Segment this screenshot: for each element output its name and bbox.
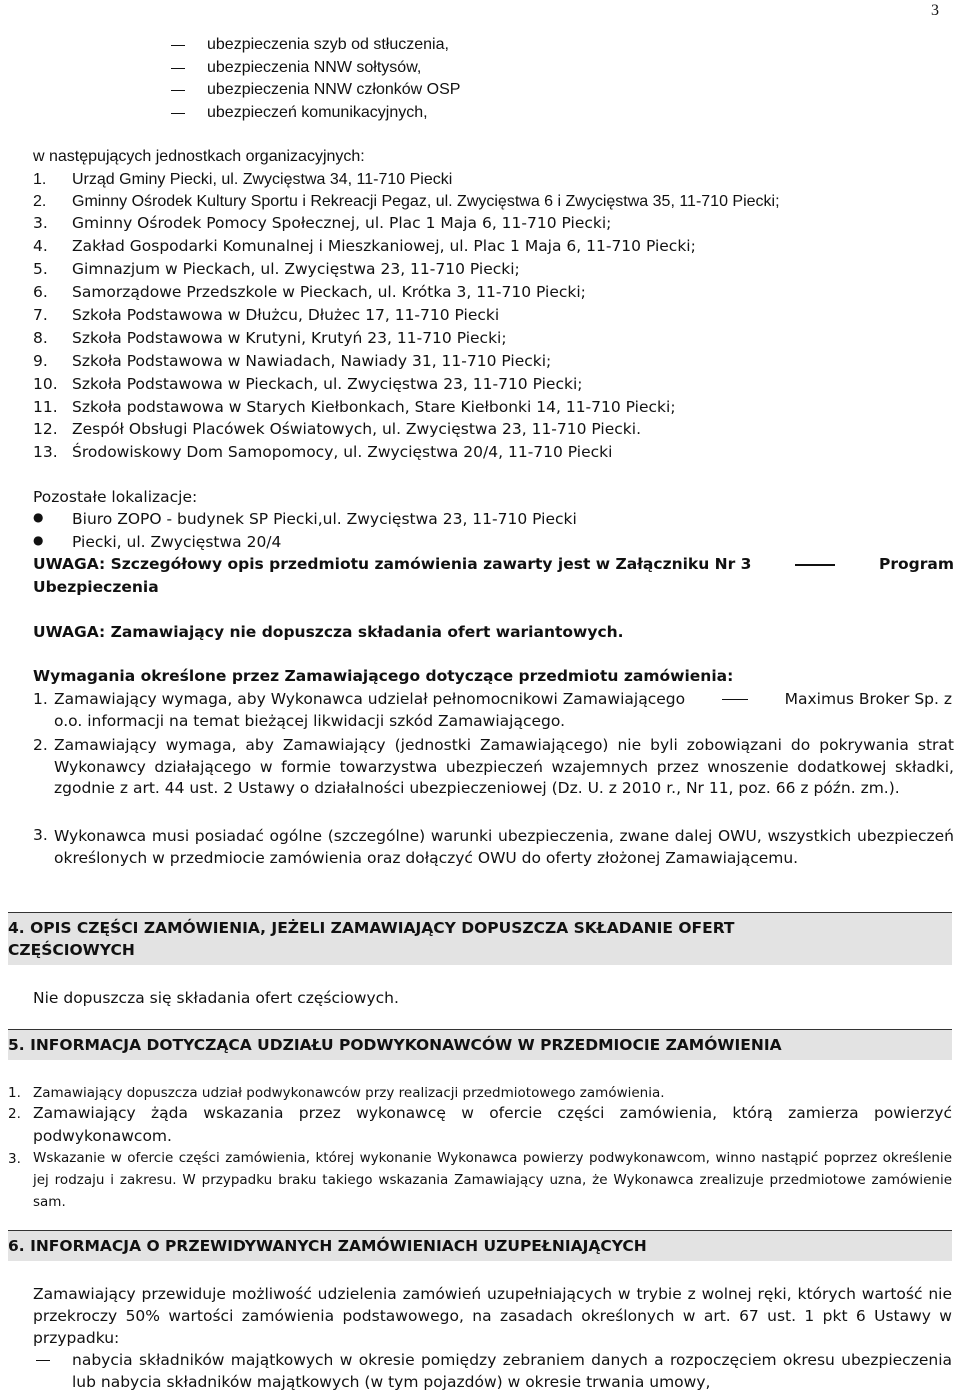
unit-number: 11.: [33, 398, 58, 416]
item-number: 2.: [33, 736, 48, 754]
unit-text: Gminny Ośrodek Kultury Sportu i Rekreacji Pegaz, ul. Zwycięstwa 6 i Zwycięstwa 35, 11-710 Piecki;: [72, 193, 780, 210]
unit-number: 12.: [33, 420, 58, 438]
requirement-text-part: Maximus Broker Sp. z: [784, 690, 952, 708]
unit-number: 2.: [33, 193, 47, 210]
item-text: Wskazanie w ofercie części zamówienia, której wykonanie Wykonawca powierzy podwykonawcom, winno nastąpić poprzez określenie jej rodzaju i zakresu. W przypadku braku takiego wskazania Zamawiający uzna, że Wykonawca zrealizuje przedmiotowe zamówienie sam.: [33, 1150, 952, 1210]
unit-number: 5.: [33, 260, 48, 278]
document-page: 3 ubezpieczenia szyb od stłuczenia, ubezpieczenia NNW sołtysów, ubezpieczenia NNW członków OSP ubezpieczeń komunikacyjnych, w następujących jednostkach organizacyjnych: 1. Urząd Gminy Piecki, ul. Zwycięstwa 34, 11-710 Piecki 2. Gminny Ośrodek Kultury Sportu i Rekreacji Pegaz, ul. Zwycięstwa 6 i Zwycięstwa 35, 11-710 Piecki; 3. Gminny Ośrodek Pomocy Społecznej, ul. Plac 1 Maja 6, 11-710 Piecki; 4. Zakład Gospodarki Komunalnej i Mieszkaniowej, ul. Plac 1 Maja 6, 11-710 Piecki; 5. Gimnazjum w Pieckach, ul. Zwycięstwa 23, 11-710 Piecki; 6. Samorządowe Przedszkole w Pieckach, ul. Krótka 3, 11-710 Piecki; 7. Szkoła Podstawowa w Dłużcu, Dłużec 17, 11-710 Piecki 8. Szkoła Podstawowa w Krutyni, Krutyń 23, 11-710 Piecki; 9. Szkoła Podstawowa w Nawiadach, Nawiady 31, 11-710 Piecki; 10. Szkoła Podstawowa w Pieckach, ul. Zwycięstwa 23, 11-710 Piecki; 11. Szkoła podstawowa w Starych Kiełbonkach, Stare Kiełbonki 14, 11-710 Piecki; 12. Zespół Obsługi Placówek Oświatowych, ul. Zwycięstwa 23, 11-710 Piecki. 13. Środowiskowy Dom Samopomocy, ul. Zwycięstwa 20/4, 11-710 Piecki Pozostałe lokalizacje: ● Biuro ZOPO - budynek SP Piecki,ul. Zwycięstwa 23, 11-710 Piecki ● Piecki, ul. Zwycięstwa 20/4 UWAGA: Szczegółowy opis przedmiotu zamówienia zawarty jest w Załączniku Nr 3 Program Ubezpieczenia UWAGA: Zamawiający nie dopuszcza składania ofert wariantowych. Wymagania określone przez Zamawiającego dotyczące przedmiotu zamówienia: 1. Zamawiający wymaga, aby Wykonawca udzielał pełnomocnikowi Zamawiającego Maximus Broker Sp. z o.o. informacji na temat bieżącej likwidacji szkód Zamawiającego. 2. Zamawiający wymaga, aby Zamawiający (jednostki Zamawiającego) nie byli zobowiązani do pokrywania strat Wykonawcy działającego w formie towarzystwa ubezpieczeń wzajemnych przez wnoszenie dodatkowej składki, zgodnie z art. 44 ust. 2 Ustawy o działalności ubezpieczeniowej (Dz. U. z 2010 r., Nr 11, poz. 66 z późn. zm.). 3. Wykonawca musi posiadać ogólne (szczególne) warunki ubezpieczenia, zwane dalej OWU, wszystkich ubezpieczeń określonych w przedmiocie zamówienia oraz dołączyć OWU do oferty złożonej Zamawiającemu. 4. OPIS CZĘŚCI ZAMÓWIENIA, JEŻELI ZAMAWIAJĄCY DOPUSZCZA SKŁADANIE OFERT CZĘŚCIOWYCH Nie dopuszcza się składania ofert częściowych. 5. INFORMACJA DOTYCZĄCA UDZIAŁU PODWYKONAWCÓW W PRZEDMIOCIE ZAMÓWIENIA 1. Zamawiający dopuszcza udział podwykonawców przy realizacji przedmiotowego zamówienia. 2. Zamawiający żąda wskazania przez wykonawcę w ofercie części zamówienia, którą zamierza powierzyć podwykonawcom. 3. Wskazanie w ofercie części zamówienia, której wykonanie Wykonawca powierzy podwykonawcom, winno nastąpić poprzez określenie jej rodzaju i zakresu. W przypadku braku takiego wskazania Zamawiający uzna, że Wykonawca zrealizuje przedmiotowe zamówienie sam. 6. INFORMACJA O PRZEWIDYWANYCH ZAMÓWIENIACH UZUPEŁNIAJĄCYCH Zamawiający przewiduje możliwość udzielenia zamówień uzupełniających w trybie z wolnej ręki, których wartość nie przekroczy 50% wartości zamówienia podstawowego, na zasadach określonych w art. 67 ust. 1 pkt 6 Ustawy w przypadku: nabycia składników majątkowych w okresie pomiędzy zebraniem danych a rozpoczęciem okresu ubezpieczenia lub nabycia składników majątkowych (w tym pojazdów) w okresie trwania umowy,: [8, 2, 954, 1391]
dash-icon: [171, 45, 185, 46]
dash-icon: [722, 699, 748, 700]
unit-text: Zespół Obsługi Placówek Oświatowych, ul. Zwycięstwa 23, 11-710 Piecki.: [72, 420, 641, 438]
unit-text: Urząd Gminy Piecki, ul. Zwycięstwa 34, 11-710 Piecki: [72, 171, 453, 188]
unit-text: Szkoła Podstawowa w Nawiadach, Nawiady 31, 11-710 Piecki;: [72, 352, 552, 370]
unit-number: 13.: [33, 443, 58, 461]
dash-icon: [171, 113, 185, 114]
requirements-title: Wymagania określone przez Zamawiającego dotyczące przedmiotu zamówienia:: [33, 667, 734, 685]
list-item: Biuro ZOPO - budynek SP Piecki,ul. Zwycięstwa 23, 11-710 Piecki: [72, 510, 577, 528]
section-title: 6. INFORMACJA O PRZEWIDYWANYCH ZAMÓWIENIACH UZUPEŁNIAJĄCYCH: [8, 1237, 647, 1255]
units-intro: w następujących jednostkach organizacyjnych:: [33, 148, 365, 165]
dash-icon: [171, 68, 185, 69]
unit-number: 8.: [33, 329, 48, 347]
requirement-text: Wykonawca musi posiadać ogólne (szczególne) warunki ubezpieczenia, zwane dalej OWU, wszystkich ubezpieczeń określonych w przedmiocie zamówienia oraz dołączyć OWU do oferty złożonej Zamawiającemu.: [54, 827, 954, 867]
unit-number: 1.: [33, 171, 47, 188]
page-number: 3: [931, 2, 939, 19]
requirement-text: [54, 689, 952, 709]
other-locations-label: Pozostałe lokalizacje:: [33, 488, 198, 506]
unit-text: Środowiskowy Dom Samopomocy, ul. Zwycięstwa 20/4, 11-710 Piecki: [72, 443, 613, 461]
section-text: Nie dopuszcza się składania ofert częściowych.: [33, 989, 399, 1007]
unit-number: 7.: [33, 306, 48, 324]
item-number: 1.: [33, 690, 48, 708]
unit-number: 9.: [33, 352, 48, 370]
unit-text: Szkoła podstawowa w Starych Kiełbonkach, Stare Kiełbonki 14, 11-710 Piecki;: [72, 398, 676, 416]
item-text: Zamawiający dopuszcza udział podwykonawców przy realizacji przedmiotowego zamówienia.: [33, 1085, 665, 1101]
unit-number: 4.: [33, 237, 48, 255]
section-title: 5. INFORMACJA DOTYCZĄCA UDZIAŁU PODWYKONAWCÓW W PRZEDMIOCIE ZAMÓWIENIA: [8, 1036, 782, 1054]
item-number: 1.: [8, 1085, 21, 1101]
unit-text: Gimnazjum w Pieckach, ul. Zwycięstwa 23, 11-710 Piecki;: [72, 260, 520, 278]
list-item: nabycia składników majątkowych w okresie pomiędzy zebraniem danych a rozpoczęciem okresu ubezpieczenia lub nabycia składników majątkowych (w tym pojazdów) w okresie trwania umowy,: [72, 1351, 952, 1391]
notice-text: Program: [878, 555, 954, 573]
requirement-text: Zamawiający wymaga, aby Zamawiający (jednostki Zamawiającego) nie byli zobowiązani do pokrywania strat Wykonawcy działającego w formie towarzystwa ubezpieczeń wzajemnych przez wnoszenie dodatkowej składki, zgodnie z art. 44 ust. 2 Ustawy o działalności ubezpieczeniowej (Dz. U. z 2010 r., Nr 11, poz. 66 z późn. zm.).: [54, 736, 954, 797]
item-text: Zamawiający żąda wskazania przez wykonawcę w ofercie części zamówienia, którą zamierza powierzyć podwykonawcom.: [33, 1104, 952, 1145]
unit-text: Zakład Gospodarki Komunalnej i Mieszkaniowej, ul. Plac 1 Maja 6, 11-710 Piecki;: [72, 237, 696, 255]
unit-number: 10.: [33, 375, 58, 393]
unit-text: Szkoła Podstawowa w Dłużcu, Dłużec 17, 11-710 Piecki: [72, 306, 500, 324]
item-number: 3.: [8, 1151, 21, 1167]
section-text: Zamawiający przewiduje możliwość udzielenia zamówień uzupełniających w trybie z wolnej ręki, których wartość nie przekroczy 50% wartości zamówienia podstawowego, na zasadach określonych w art. 67 ust. 1 pkt 6 Ustawy w przypadku:: [33, 1285, 952, 1347]
bullet-icon: ●: [33, 533, 44, 547]
dash-icon: [795, 564, 835, 566]
section-title: CZĘŚCIOWYCH: [8, 941, 135, 959]
item-number: 3.: [33, 826, 48, 844]
dash-icon: [171, 90, 185, 91]
section-title: 4. OPIS CZĘŚCI ZAMÓWIENIA, JEŻELI ZAMAWIAJĄCY DOPUSZCZA SKŁADANIE OFERT: [8, 919, 735, 937]
bullet-icon: ●: [33, 510, 44, 524]
unit-text: Szkoła Podstawowa w Krutyni, Krutyń 23, 11-710 Piecki;: [72, 329, 507, 347]
unit-number: 6.: [33, 283, 48, 301]
dash-icon: [36, 1360, 50, 1361]
notice-text: Ubezpieczenia: [33, 578, 159, 596]
notice-line: [33, 554, 954, 574]
notice-text: UWAGA: Zamawiający nie dopuszcza składania ofert wariantowych.: [33, 623, 624, 641]
unit-text: Samorządowe Przedszkole w Pieckach, ul. Krótka 3, 11-710 Piecki;: [72, 283, 586, 301]
list-item: Piecki, ul. Zwycięstwa 20/4: [72, 533, 282, 551]
item-number: 2.: [8, 1106, 21, 1122]
requirement-text: o.o. informacji na temat bieżącej likwidacji szkód Zamawiającego.: [54, 712, 565, 730]
unit-text: Gminny Ośrodek Pomocy Społecznej, ul. Plac 1 Maja 6, 11-710 Piecki;: [72, 214, 612, 232]
unit-number: 3.: [33, 214, 48, 232]
notice-text: UWAGA: Szczegółowy opis przedmiotu zamówienia zawarty jest w Załączniku Nr 3: [33, 555, 752, 573]
unit-text: Szkoła Podstawowa w Pieckach, ul. Zwycięstwa 23, 11-710 Piecki;: [72, 375, 583, 393]
requirement-text-part: Zamawiający wymaga, aby Wykonawca udzielał pełnomocnikowi Zamawiającego: [54, 690, 686, 708]
